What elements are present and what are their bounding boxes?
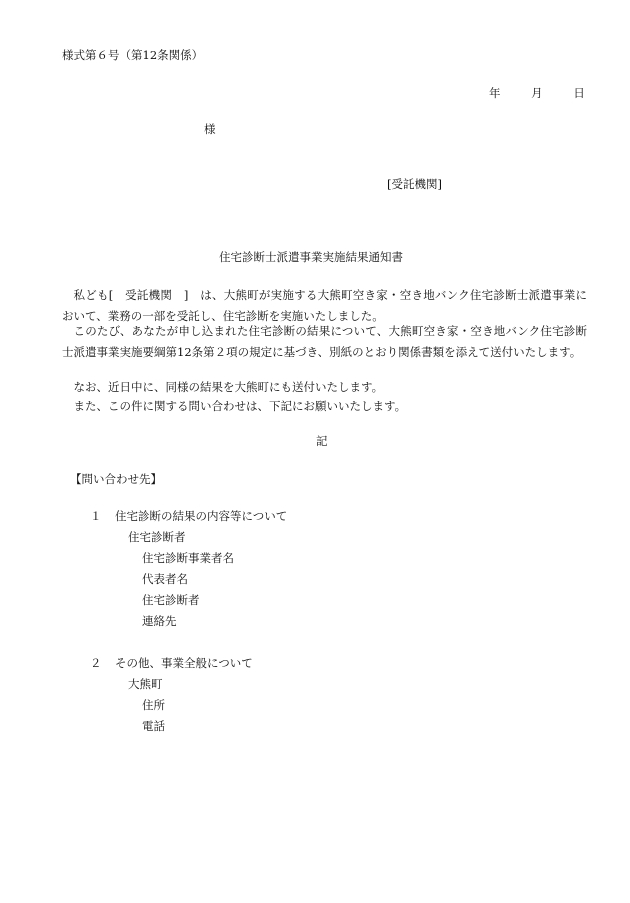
body-paragraph-1: 私ども[ 受託機関 ] は、大熊町が実施する大熊町空き家・空き地バンク住宅診断士派遣事業において、業務の一部を受託し、住宅診断を実施いたしました。 [62, 288, 587, 323]
document-title: 住宅診断士派遣事業実施結果通知書 [219, 250, 403, 264]
contact-item-1-field: 住宅診断者 [142, 593, 200, 607]
contact-item-2-field: 電話 [142, 719, 165, 733]
ki-marker: 記 [316, 434, 328, 448]
contact-item-2-field: 住所 [142, 698, 165, 712]
body-paragraph-3: なお、近日中に、同様の結果を大熊町にも送付いたします。 [73, 380, 384, 394]
date-month-label: 月 [531, 86, 543, 100]
contact-item-2-title: その他、事業全般について [115, 656, 253, 670]
body-paragraph-4: また、この件に関する問い合わせは、下記にお願いいたします。 [73, 399, 407, 413]
sender-label: [受託機関] [387, 177, 442, 191]
contact-item-1-field: 連絡先 [142, 614, 177, 628]
date-day-label: 日 [573, 86, 585, 100]
contact-item-1-number: １ [90, 509, 102, 523]
contact-item-2-number: ２ [90, 656, 102, 670]
recipient-honorific: 様 [204, 122, 216, 136]
contact-item-2-subheading: 大熊町 [128, 677, 163, 691]
date-year-label: 年 [489, 86, 501, 100]
form-number: 様式第６号（第12条関係） [62, 48, 204, 62]
contact-item-1-field: 住宅診断事業者名 [142, 551, 234, 565]
contact-item-1-field: 代表者名 [142, 572, 188, 586]
date-line [489, 88, 585, 100]
contacts-heading: 【問い合わせ先】 [70, 472, 162, 486]
body-paragraph-2: このたび、あなたが申し込まれた住宅診断の結果について、大熊町空き家・空き地バンク住宅診断士派遣事業実施要綱第12条第２項の規定に基づき、別紙のとおり関係書類を添えて送付いたします。 [62, 324, 587, 359]
contact-item-1-title: 住宅診断の結果の内容等について [115, 509, 288, 523]
contact-item-1-subheading: 住宅診断者 [128, 530, 186, 544]
